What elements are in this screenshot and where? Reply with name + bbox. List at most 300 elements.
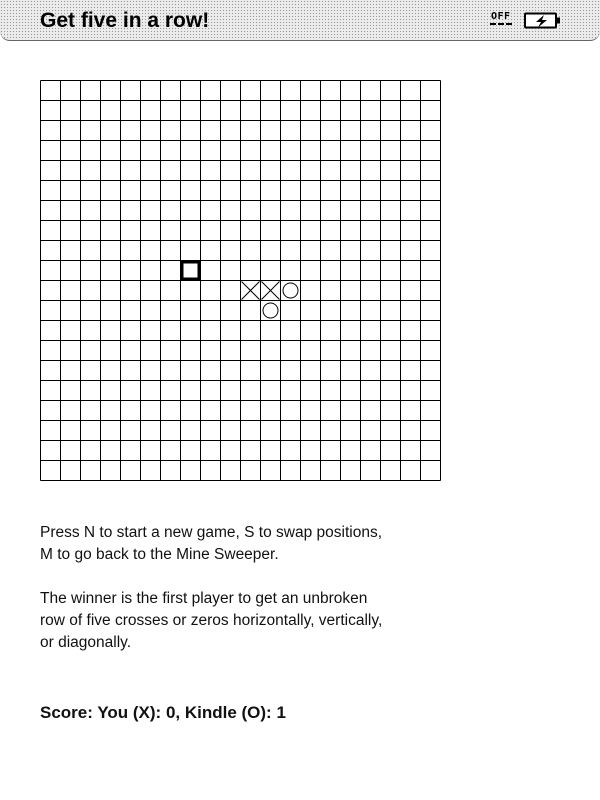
board-cell[interactable] bbox=[381, 81, 401, 101]
board-cell[interactable] bbox=[341, 281, 361, 301]
board-cell[interactable] bbox=[301, 181, 321, 201]
board-cell[interactable] bbox=[281, 141, 301, 161]
board-cell[interactable] bbox=[241, 441, 261, 461]
board-cell[interactable] bbox=[281, 321, 301, 341]
board-cell[interactable] bbox=[41, 441, 61, 461]
board-cell[interactable] bbox=[321, 461, 341, 481]
game-board[interactable] bbox=[40, 80, 441, 481]
board-cell[interactable] bbox=[101, 301, 121, 321]
board-cell[interactable] bbox=[301, 301, 321, 321]
board-cell[interactable] bbox=[201, 381, 221, 401]
board-cell[interactable] bbox=[301, 281, 321, 301]
board-cell[interactable] bbox=[421, 281, 441, 301]
board-cell[interactable] bbox=[81, 301, 101, 321]
board-cell[interactable] bbox=[341, 201, 361, 221]
board-cell[interactable] bbox=[361, 161, 381, 181]
board-cell[interactable] bbox=[201, 161, 221, 181]
board-cell[interactable] bbox=[101, 181, 121, 201]
board-cell[interactable] bbox=[61, 441, 81, 461]
board-cell[interactable] bbox=[381, 401, 401, 421]
board-cell[interactable] bbox=[221, 401, 241, 421]
board-cell[interactable] bbox=[221, 261, 241, 281]
board-cell[interactable] bbox=[241, 301, 261, 321]
board-cell[interactable] bbox=[241, 121, 261, 141]
board-cell[interactable] bbox=[361, 261, 381, 281]
board-cell[interactable] bbox=[381, 361, 401, 381]
board-cell[interactable] bbox=[301, 341, 321, 361]
board-cell[interactable] bbox=[361, 241, 381, 261]
board-cell[interactable] bbox=[41, 461, 61, 481]
board-cell[interactable] bbox=[301, 81, 321, 101]
board-cell[interactable] bbox=[121, 221, 141, 241]
board-cell[interactable] bbox=[241, 141, 261, 161]
board-cell[interactable] bbox=[201, 121, 221, 141]
board-cell[interactable] bbox=[401, 441, 421, 461]
board-cell[interactable] bbox=[261, 341, 281, 361]
board-cell[interactable] bbox=[161, 101, 181, 121]
board-cell[interactable] bbox=[281, 421, 301, 441]
board-cell[interactable] bbox=[381, 101, 401, 121]
board-cell[interactable] bbox=[341, 161, 361, 181]
board-cell[interactable] bbox=[161, 221, 181, 241]
board-cell[interactable] bbox=[41, 321, 61, 341]
board-cell[interactable] bbox=[361, 361, 381, 381]
board-cell[interactable] bbox=[341, 421, 361, 441]
board-cell[interactable] bbox=[61, 81, 81, 101]
board-cell[interactable] bbox=[221, 341, 241, 361]
board-cell[interactable] bbox=[181, 281, 201, 301]
board-cell[interactable] bbox=[381, 121, 401, 141]
board-cell[interactable] bbox=[361, 421, 381, 441]
board-cell[interactable] bbox=[41, 201, 61, 221]
board-cell[interactable] bbox=[241, 261, 261, 281]
board-cell[interactable] bbox=[321, 101, 341, 121]
board-cell[interactable] bbox=[61, 281, 81, 301]
board-cell[interactable] bbox=[41, 261, 61, 281]
board-cell[interactable] bbox=[81, 161, 101, 181]
board-cell[interactable] bbox=[401, 241, 421, 261]
board-cell[interactable] bbox=[101, 441, 121, 461]
board-cell[interactable] bbox=[161, 321, 181, 341]
board-cell[interactable] bbox=[381, 181, 401, 201]
board-cell[interactable] bbox=[61, 461, 81, 481]
board-cell[interactable] bbox=[281, 301, 301, 321]
board-cell[interactable] bbox=[201, 181, 221, 201]
board-cell[interactable] bbox=[321, 181, 341, 201]
board-cell[interactable] bbox=[181, 181, 201, 201]
board-cell[interactable] bbox=[261, 361, 281, 381]
board-cell[interactable] bbox=[141, 161, 161, 181]
board-cell[interactable] bbox=[301, 261, 321, 281]
board-cell[interactable] bbox=[281, 401, 301, 421]
board-cell[interactable] bbox=[201, 421, 221, 441]
board-cell[interactable] bbox=[141, 121, 161, 141]
board-cell[interactable] bbox=[381, 201, 401, 221]
board-cell[interactable] bbox=[421, 101, 441, 121]
board-cell[interactable] bbox=[341, 361, 361, 381]
board-cell[interactable] bbox=[261, 181, 281, 201]
board-cell[interactable] bbox=[201, 401, 221, 421]
board-cell[interactable] bbox=[101, 321, 121, 341]
board-cell[interactable] bbox=[221, 361, 241, 381]
board-cell[interactable] bbox=[381, 301, 401, 321]
board-cell[interactable] bbox=[201, 101, 221, 121]
board-cell[interactable] bbox=[81, 321, 101, 341]
board-cell[interactable] bbox=[101, 81, 121, 101]
board-cell[interactable] bbox=[201, 341, 221, 361]
board-cell[interactable] bbox=[221, 441, 241, 461]
board-cell[interactable] bbox=[201, 301, 221, 321]
board-cell[interactable] bbox=[121, 161, 141, 181]
board-cell[interactable] bbox=[241, 81, 261, 101]
board-cell[interactable] bbox=[241, 401, 261, 421]
board-cell[interactable] bbox=[121, 361, 141, 381]
board-cell[interactable] bbox=[261, 321, 281, 341]
board-cell[interactable] bbox=[281, 201, 301, 221]
board-cell[interactable] bbox=[241, 161, 261, 181]
board-cell[interactable] bbox=[41, 401, 61, 421]
board-cell[interactable] bbox=[121, 301, 141, 321]
board-cell[interactable] bbox=[241, 221, 261, 241]
board-cell[interactable] bbox=[241, 181, 261, 201]
board-cell[interactable] bbox=[361, 461, 381, 481]
board-cell[interactable] bbox=[121, 81, 141, 101]
board-cell[interactable] bbox=[181, 161, 201, 181]
board-cell[interactable] bbox=[381, 381, 401, 401]
board-cell[interactable] bbox=[221, 301, 241, 321]
board-cell[interactable] bbox=[341, 381, 361, 401]
board-cell[interactable] bbox=[41, 81, 61, 101]
board-cell[interactable] bbox=[141, 381, 161, 401]
board-cell[interactable] bbox=[181, 301, 201, 321]
board-cell[interactable] bbox=[141, 81, 161, 101]
board-cell[interactable] bbox=[61, 141, 81, 161]
board-cell[interactable] bbox=[81, 201, 101, 221]
board-cell[interactable] bbox=[121, 121, 141, 141]
board-cell[interactable] bbox=[361, 301, 381, 321]
board-cell[interactable] bbox=[321, 421, 341, 441]
board-cell[interactable] bbox=[161, 401, 181, 421]
board-cell[interactable] bbox=[221, 141, 241, 161]
board-cell[interactable] bbox=[61, 401, 81, 421]
board-cell[interactable] bbox=[101, 381, 121, 401]
board-cell[interactable] bbox=[301, 201, 321, 221]
board-cell[interactable] bbox=[341, 221, 361, 241]
board-cell[interactable] bbox=[101, 101, 121, 121]
board-cell[interactable] bbox=[141, 421, 161, 441]
board-cell[interactable] bbox=[301, 381, 321, 401]
board-cell[interactable] bbox=[341, 301, 361, 321]
board-cell[interactable] bbox=[341, 401, 361, 421]
board-cell[interactable] bbox=[261, 261, 281, 281]
board-cell[interactable] bbox=[421, 121, 441, 141]
board-cell[interactable] bbox=[61, 341, 81, 361]
board-cell[interactable] bbox=[401, 361, 421, 381]
board-cell[interactable] bbox=[161, 381, 181, 401]
board-cell[interactable] bbox=[401, 401, 421, 421]
board-cell[interactable] bbox=[261, 201, 281, 221]
board-cell[interactable] bbox=[281, 161, 301, 181]
board-cell[interactable] bbox=[321, 241, 341, 261]
board-cell[interactable] bbox=[421, 361, 441, 381]
board-cell[interactable] bbox=[361, 201, 381, 221]
board-cell[interactable] bbox=[181, 401, 201, 421]
board-cell[interactable] bbox=[141, 101, 161, 121]
board-cell[interactable] bbox=[81, 421, 101, 441]
board-cell[interactable] bbox=[421, 301, 441, 321]
board-cell[interactable] bbox=[81, 81, 101, 101]
board-cell[interactable] bbox=[341, 341, 361, 361]
board-cell[interactable] bbox=[421, 261, 441, 281]
board-cell[interactable] bbox=[161, 281, 181, 301]
board-cell[interactable] bbox=[61, 241, 81, 261]
board-cell[interactable] bbox=[141, 301, 161, 321]
board-cell[interactable] bbox=[261, 401, 281, 421]
board-cell[interactable] bbox=[321, 141, 341, 161]
board-cell[interactable] bbox=[281, 361, 301, 381]
board-cell[interactable] bbox=[101, 361, 121, 381]
board-cell[interactable] bbox=[381, 241, 401, 261]
board-cell[interactable] bbox=[181, 461, 201, 481]
board-cell[interactable] bbox=[321, 161, 341, 181]
board-cell[interactable] bbox=[281, 341, 301, 361]
board-cell[interactable] bbox=[381, 221, 401, 241]
board-cell[interactable] bbox=[361, 381, 381, 401]
board-cell[interactable] bbox=[121, 401, 141, 421]
board-grid[interactable] bbox=[40, 80, 441, 481]
board-cell[interactable] bbox=[161, 301, 181, 321]
board-cell[interactable] bbox=[221, 101, 241, 121]
board-cell[interactable] bbox=[81, 141, 101, 161]
board-cell[interactable] bbox=[121, 101, 141, 121]
board-cell[interactable] bbox=[281, 81, 301, 101]
board-cell[interactable] bbox=[101, 221, 121, 241]
board-cell[interactable] bbox=[241, 461, 261, 481]
board-cell[interactable] bbox=[221, 221, 241, 241]
board-cell[interactable] bbox=[41, 181, 61, 201]
board-cell[interactable] bbox=[321, 81, 341, 101]
board-cell[interactable] bbox=[321, 321, 341, 341]
board-cell[interactable] bbox=[301, 421, 321, 441]
board-cell[interactable] bbox=[401, 281, 421, 301]
board-cell[interactable] bbox=[41, 221, 61, 241]
board-cell[interactable] bbox=[81, 361, 101, 381]
board-cell[interactable] bbox=[421, 241, 441, 261]
board-cell[interactable] bbox=[181, 321, 201, 341]
board-cell[interactable] bbox=[261, 241, 281, 261]
board-cell[interactable] bbox=[301, 241, 321, 261]
board-cell[interactable] bbox=[341, 81, 361, 101]
board-cell[interactable] bbox=[141, 221, 161, 241]
board-cell[interactable] bbox=[401, 321, 421, 341]
board-cell[interactable] bbox=[241, 201, 261, 221]
board-cell[interactable] bbox=[81, 241, 101, 261]
board-cell[interactable] bbox=[361, 281, 381, 301]
board-cell[interactable] bbox=[341, 261, 361, 281]
board-cell[interactable] bbox=[41, 121, 61, 141]
board-cell[interactable] bbox=[81, 281, 101, 301]
board-cell[interactable] bbox=[421, 141, 441, 161]
board-cell[interactable] bbox=[381, 141, 401, 161]
board-cell[interactable] bbox=[121, 281, 141, 301]
board-cell[interactable] bbox=[401, 341, 421, 361]
board-cell[interactable] bbox=[181, 241, 201, 261]
board-cell[interactable] bbox=[61, 101, 81, 121]
board-cell[interactable] bbox=[101, 141, 121, 161]
board-cell[interactable] bbox=[341, 141, 361, 161]
board-cell[interactable] bbox=[121, 441, 141, 461]
board-cell[interactable] bbox=[121, 241, 141, 261]
board-cell[interactable] bbox=[361, 101, 381, 121]
board-cell[interactable] bbox=[161, 421, 181, 441]
board-cell[interactable] bbox=[61, 381, 81, 401]
board-cell[interactable] bbox=[421, 181, 441, 201]
board-cell[interactable] bbox=[141, 201, 161, 221]
board-cell[interactable] bbox=[41, 301, 61, 321]
board-cell[interactable] bbox=[221, 161, 241, 181]
board-cell[interactable] bbox=[281, 241, 301, 261]
board-cell[interactable] bbox=[301, 221, 321, 241]
board-cell[interactable] bbox=[221, 201, 241, 221]
board-cell[interactable] bbox=[301, 121, 321, 141]
board-cell[interactable] bbox=[61, 261, 81, 281]
board-cell[interactable] bbox=[121, 181, 141, 201]
board-cell[interactable] bbox=[181, 441, 201, 461]
board-cell[interactable] bbox=[381, 321, 401, 341]
board-cell[interactable] bbox=[401, 301, 421, 321]
board-cell[interactable] bbox=[201, 141, 221, 161]
board-cell[interactable] bbox=[101, 461, 121, 481]
board-cell[interactable] bbox=[361, 141, 381, 161]
board-cell[interactable] bbox=[401, 201, 421, 221]
board-cell[interactable] bbox=[421, 421, 441, 441]
board-cell[interactable] bbox=[141, 321, 161, 341]
board-cell[interactable] bbox=[341, 101, 361, 121]
board-cell[interactable] bbox=[341, 441, 361, 461]
board-cell[interactable] bbox=[81, 261, 101, 281]
board-cell[interactable] bbox=[181, 101, 201, 121]
board-cell[interactable] bbox=[241, 361, 261, 381]
board-cell[interactable] bbox=[301, 441, 321, 461]
board-cell[interactable] bbox=[181, 221, 201, 241]
board-cell[interactable] bbox=[281, 221, 301, 241]
board-cell[interactable] bbox=[321, 441, 341, 461]
board-cell[interactable] bbox=[301, 361, 321, 381]
board-cell[interactable] bbox=[201, 361, 221, 381]
board-cell[interactable] bbox=[121, 321, 141, 341]
board-cell[interactable] bbox=[181, 81, 201, 101]
board-cell[interactable] bbox=[421, 161, 441, 181]
board-cell[interactable] bbox=[401, 81, 421, 101]
board-cell[interactable] bbox=[261, 461, 281, 481]
board-cell[interactable] bbox=[301, 461, 321, 481]
board-cell[interactable] bbox=[421, 381, 441, 401]
board-cell[interactable] bbox=[201, 461, 221, 481]
board-cell[interactable] bbox=[121, 421, 141, 441]
board-cell[interactable] bbox=[201, 441, 221, 461]
board-cell[interactable] bbox=[261, 221, 281, 241]
board-cell[interactable] bbox=[341, 121, 361, 141]
board-cell[interactable] bbox=[321, 381, 341, 401]
board-cell[interactable] bbox=[361, 441, 381, 461]
board-cell[interactable] bbox=[41, 381, 61, 401]
board-cell[interactable] bbox=[301, 321, 321, 341]
board-cell[interactable] bbox=[101, 281, 121, 301]
board-cell[interactable] bbox=[361, 121, 381, 141]
board-cell[interactable] bbox=[161, 441, 181, 461]
board-cell[interactable] bbox=[381, 341, 401, 361]
board-cell[interactable] bbox=[41, 341, 61, 361]
board-cell[interactable] bbox=[61, 121, 81, 141]
board-cell[interactable] bbox=[321, 281, 341, 301]
board-cell[interactable] bbox=[361, 81, 381, 101]
board-cell[interactable] bbox=[421, 81, 441, 101]
board-cell[interactable] bbox=[361, 181, 381, 201]
board-cell[interactable] bbox=[401, 221, 421, 241]
board-cell[interactable] bbox=[181, 361, 201, 381]
board-cell[interactable] bbox=[201, 241, 221, 261]
board-cell[interactable] bbox=[281, 441, 301, 461]
board-cell[interactable] bbox=[321, 121, 341, 141]
board-cell[interactable] bbox=[81, 101, 101, 121]
board-cell[interactable] bbox=[141, 281, 161, 301]
board-cell[interactable] bbox=[221, 321, 241, 341]
board-cell[interactable] bbox=[101, 201, 121, 221]
board-cell[interactable] bbox=[321, 301, 341, 321]
board-cell[interactable] bbox=[181, 201, 201, 221]
board-cell[interactable] bbox=[81, 181, 101, 201]
board-cell[interactable] bbox=[101, 261, 121, 281]
board-cell[interactable] bbox=[81, 221, 101, 241]
board-cell[interactable] bbox=[261, 81, 281, 101]
board-cell[interactable] bbox=[161, 141, 181, 161]
board-cell[interactable] bbox=[41, 241, 61, 261]
board-cell[interactable] bbox=[161, 181, 181, 201]
board-cell[interactable] bbox=[361, 341, 381, 361]
board-cell[interactable] bbox=[81, 461, 101, 481]
board-cell[interactable] bbox=[361, 401, 381, 421]
board-cell[interactable] bbox=[61, 361, 81, 381]
board-cell[interactable] bbox=[201, 261, 221, 281]
board-cell[interactable] bbox=[181, 121, 201, 141]
board-cell[interactable] bbox=[281, 181, 301, 201]
board-cell[interactable] bbox=[341, 321, 361, 341]
board-cell[interactable] bbox=[281, 261, 301, 281]
board-cell[interactable] bbox=[61, 221, 81, 241]
board-cell[interactable] bbox=[241, 421, 261, 441]
board-cell[interactable] bbox=[141, 461, 161, 481]
board-cell[interactable] bbox=[321, 341, 341, 361]
board-cell[interactable] bbox=[101, 241, 121, 261]
board-cell[interactable] bbox=[221, 381, 241, 401]
board-cell[interactable] bbox=[41, 281, 61, 301]
board-cell[interactable] bbox=[261, 141, 281, 161]
board-cell[interactable] bbox=[101, 161, 121, 181]
board-cell[interactable] bbox=[141, 181, 161, 201]
board-cell[interactable] bbox=[161, 241, 181, 261]
board-cell[interactable] bbox=[121, 201, 141, 221]
board-cell[interactable] bbox=[401, 461, 421, 481]
board-cell[interactable] bbox=[141, 361, 161, 381]
board-cell[interactable] bbox=[401, 121, 421, 141]
board-cell[interactable] bbox=[361, 321, 381, 341]
board-cell[interactable] bbox=[121, 261, 141, 281]
board-cell[interactable] bbox=[421, 461, 441, 481]
board-cell[interactable] bbox=[341, 241, 361, 261]
board-cell[interactable] bbox=[321, 361, 341, 381]
board-cell[interactable] bbox=[261, 381, 281, 401]
board-cell[interactable] bbox=[341, 181, 361, 201]
